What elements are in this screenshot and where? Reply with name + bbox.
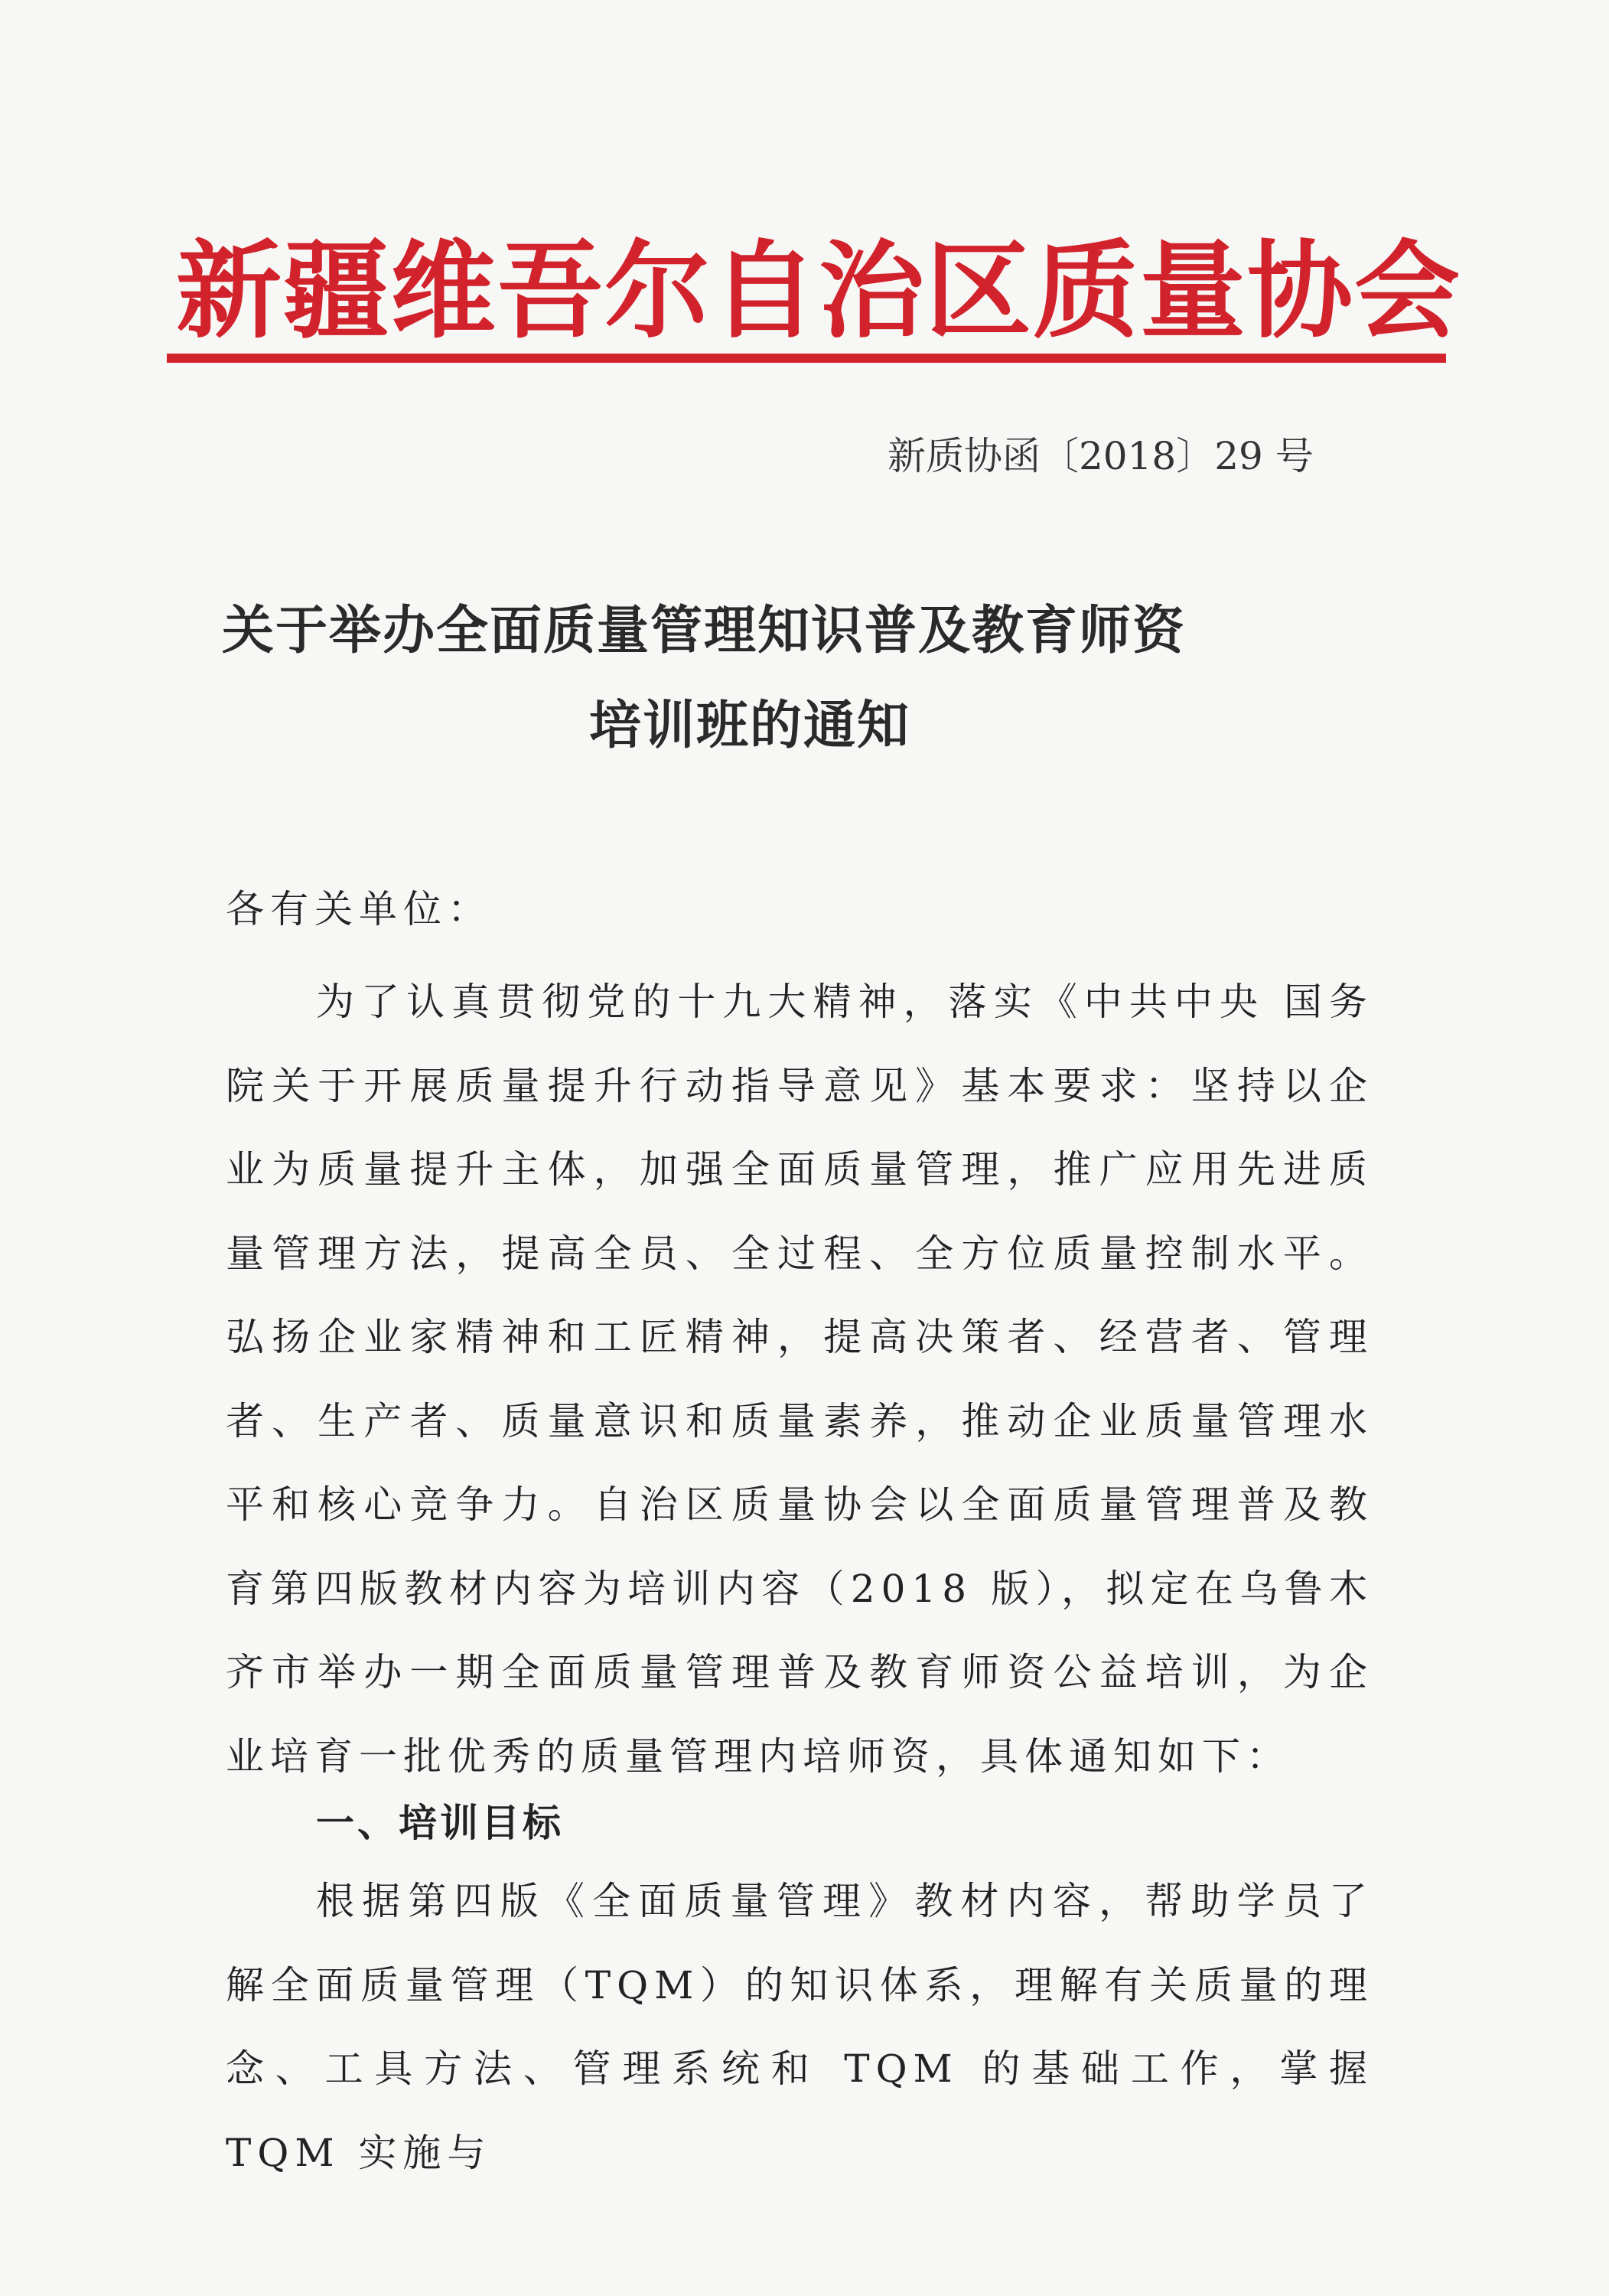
section-paragraph-training-goals: 根据第四版《全面质量管理》教材内容，帮助学员了解全面质量管理（TQM）的知识体系，理解有关质量的理念、工具方法、管理系统和 TQM 的基础工作，掌握 TQM 实施与 [226, 1879, 1373, 2175]
notice-title-line-2: 培训班的通知 [589, 695, 911, 756]
section-heading-training-goals: 一、培训目标 [316, 1801, 564, 1845]
body-paragraph-1: 为了认真贯彻党的十九大精神，落实《中共中央 国务院关于开展质量提升行动指导意见》基本要求：坚持以企业为质量提升主体，加强全面质量管理，推广应用先进质量管理方法，提高全员、全过程、全方位质量控制水平。弘扬企业家精神和工匠精神，提高决策者、经营者、管理者、生产者、质量意识和质量素养，推动企业质量管理水平和核心竞争力。自治区质量协会以全面质量管理普及教育第四版教材内容为培训内容（2018 版），拟定在乌鲁木齐市举办一期全面质量管理普及教育师资公益培训，为企业培育一批优秀的质量管理内培师资，具体通知如下： [226, 980, 1373, 1779]
letterhead-red-rule [167, 354, 1446, 363]
letterhead-org-name: 新疆维吾尔自治区质量协会 [176, 228, 1462, 353]
notice-title-line-1: 关于举办全面质量管理知识普及教育师资 [222, 600, 1187, 661]
notice-title [222, 583, 1385, 773]
salutation: 各有关单位： [226, 887, 492, 931]
document-number: 新质协函〔2018〕29 号 [888, 434, 1314, 478]
